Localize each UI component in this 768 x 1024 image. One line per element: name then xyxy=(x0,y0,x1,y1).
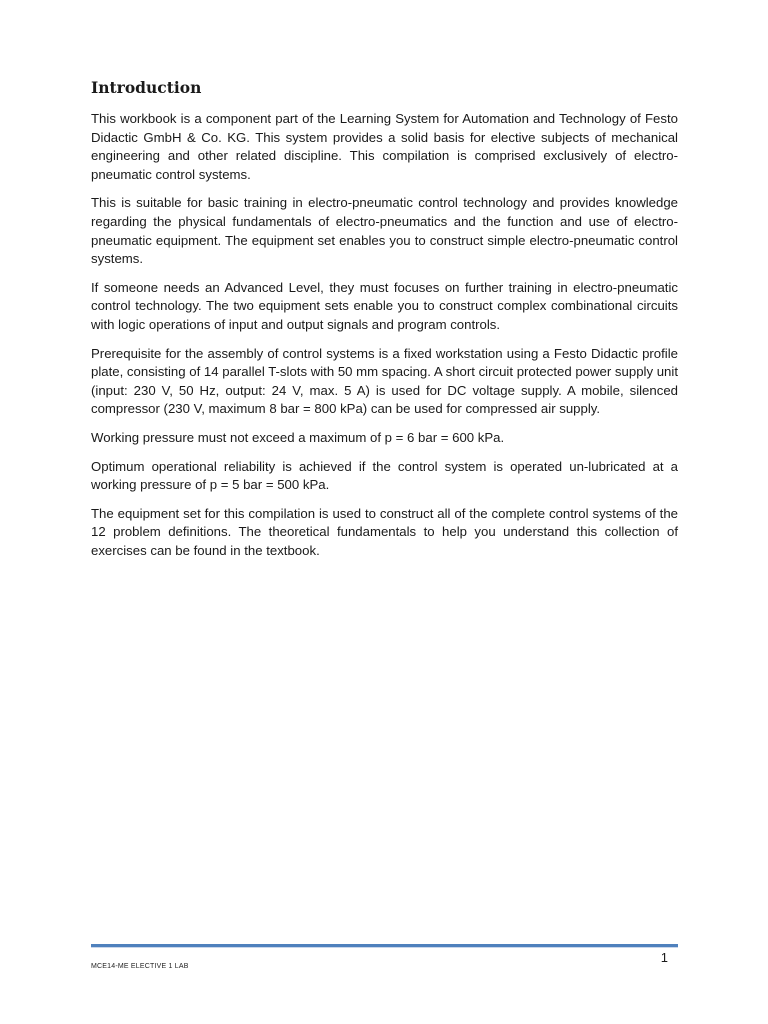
paragraph-7: The equipment set for this compilation is used to construct all of the complete control systems of the 12 problem definitions. The theoretical fundamentals to help you understand this collection of exercises can be found in the textbook. xyxy=(91,505,678,558)
paragraph-5: Working pressure must not exceed a maximum of p = 6 bar = 600 kPa. xyxy=(91,429,505,445)
paragraph-1: This workbook is a component part of the Learning System for Automation and Technology of Festo Didactic GmbH & Co. KG. This system provides a solid basis for elective subjects of mechanical engineering and other related discipline. This compilation is comprised exclusively of electro-pneumatic control systems. xyxy=(91,111,678,182)
paragraph-4: Prerequisite for the assembly of control systems is a fixed workstation using a Festo Didactic profile plate, consisting of 14 parallel T-slots with 50 mm spacing. A short circuit protected power supply unit (input: 230 V, 50 Hz, output: 24 V, max. 5 A) is used for DC voltage supply. A mobile, silenced compressor (230 V, maximum 8 bar = 800 kPa) can be used for compressed air supply. xyxy=(91,345,678,417)
paragraph-6: Optimum operational reliability is achieved if the control system is operated un-lubricated at a working pressure of p = 5 bar = 500 kPa. xyxy=(91,458,678,493)
paragraph-3: If someone needs an Advanced Level, they must focuses on further training in electro-pneumatic control technology. The two equipment sets enable you to construct complex combinational circuits with logic operations of input and output signals and program controls. xyxy=(91,279,678,332)
page-number: 1 xyxy=(660,950,668,965)
paragraph-2: This is suitable for basic training in electro-pneumatic control technology and provides knowledge regarding the physical fundamentals of electro-pneumatics and the function and use of electro-pneumatic equipment. The equipment set enables you to construct simple electro-pneumatic control systems. xyxy=(91,195,678,267)
footer-rule xyxy=(91,944,678,947)
footer-label: MCE14-ME ELECTIVE 1 LAB xyxy=(91,963,189,970)
page-title: Introduction xyxy=(91,78,202,97)
body-text xyxy=(91,110,678,570)
